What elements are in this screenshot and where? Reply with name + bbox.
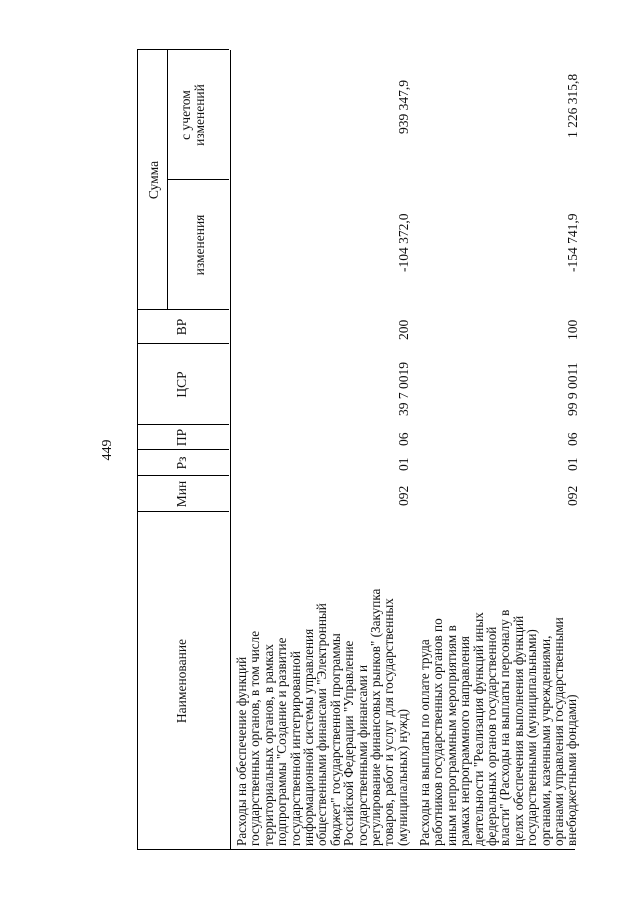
- header-pr: ПР: [174, 428, 189, 447]
- row-1-name: Расходы на обеспечение функций государственных органов, в том числе территориальных органов, в рамках подпрограммы "Создание и развитие государственной интегрированной информационной системы управления общественными финансами "Электронный бюджет" государственной программы Российской Федерации "Управление государственными финансами и регулирование финансовых рынков" (Закупка товаров, работ и услуг для государственных (муниципальных) нужд): [234, 588, 410, 846]
- row-2-name: Расходы на выплаты по оплате труда работников государственных органов по иным непрограммным мероприятиям в рамках непрограммного направления деятельности "Реализация функций иных федеральных органов государственной власти" (Расходы на выплаты персоналу в целях обеспечения выполнения функций государственными (муниципальными) органами, казенными учреждениями, органами управления государственными внебюджетными фондами): [417, 609, 580, 846]
- header-csr: ЦСР: [174, 371, 189, 398]
- header-with-change-2: изменений: [192, 84, 207, 146]
- row-1-vr: 200: [396, 319, 411, 340]
- header-min: Мин: [174, 480, 189, 508]
- table-border-left: [137, 849, 575, 850]
- row-2-pr: 06: [565, 432, 580, 446]
- budget-table: [75, 50, 580, 850]
- row-2-csr: 99 9 0011: [565, 362, 580, 416]
- row-2-vr: 100: [565, 319, 580, 340]
- header-rz: Рз: [174, 456, 189, 470]
- header-with-change-1: с учетом: [178, 90, 193, 140]
- row-2-total: 1 226 315,8: [565, 73, 580, 138]
- row-1-rz: 01: [396, 457, 411, 471]
- rotated-table-sheet: [75, 50, 580, 850]
- header-sum: Сумма: [146, 160, 161, 200]
- row-1-min: 092: [396, 485, 411, 506]
- row-1-csr: 39 7 0019: [396, 362, 411, 416]
- header-name: Наименование: [174, 638, 189, 724]
- sum-subheader-line: [167, 50, 168, 310]
- page-number: 449: [100, 439, 115, 461]
- header-vr: ВР: [174, 318, 189, 336]
- row-2-change: -154 741,9: [565, 213, 580, 272]
- row-2-rz: 01: [565, 457, 580, 471]
- header-change: изменения: [192, 214, 207, 276]
- row-2-min: 092: [565, 485, 580, 506]
- row-1-change: -104 372,0: [396, 213, 411, 272]
- row-1-pr: 06: [396, 432, 411, 446]
- row-1-total: 939 347,9: [396, 80, 411, 134]
